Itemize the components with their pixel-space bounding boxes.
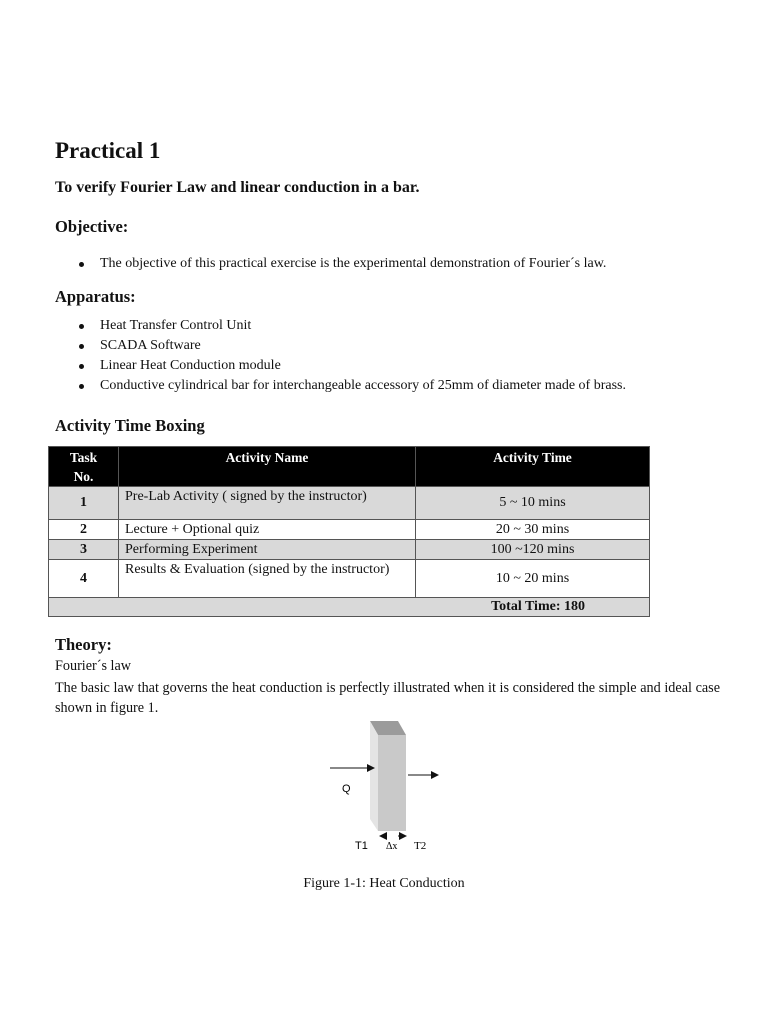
figure-caption — [0, 876, 768, 892]
table-row — [49, 487, 650, 520]
apparatus-list — [55, 316, 626, 396]
activity-time: 5 ~ 10 mins — [416, 487, 650, 520]
total-time: Total Time: 180 — [49, 598, 650, 617]
table-row — [49, 540, 650, 560]
time-boxing-heading: Activity Time Boxing — [55, 416, 205, 435]
page-title: Practical 1 — [55, 138, 161, 163]
objective-heading: Objective: — [55, 217, 129, 236]
heat-flow-label: Q — [342, 783, 351, 795]
activity-time: 100 ~120 mins — [416, 540, 650, 560]
table-header-row — [49, 447, 650, 487]
list-item: Linear Heat Conduction module — [55, 356, 626, 376]
column-header-task — [49, 447, 119, 487]
theory-paragraph: The basic law that governs the heat conduction is perfectly illustrated when it is considered the simple and ideal case shown in figure 1. — [55, 680, 720, 716]
activity-name: Results & Evaluation (signed by the instructor) — [119, 560, 416, 598]
column-header-task-line2: No. — [73, 469, 94, 484]
objective-list — [55, 254, 606, 274]
activity-name: Performing Experiment — [119, 540, 416, 560]
activity-time: 20 ~ 30 mins — [416, 520, 650, 540]
theory-heading: Theory: — [55, 635, 112, 654]
list-item: The objective of this practical exercise is the experimental demonstration of Fourier´s law. — [55, 254, 606, 274]
t1-label: T1 — [355, 840, 368, 852]
activity-time: 10 ~ 20 mins — [416, 560, 650, 598]
bar-side-face — [370, 721, 378, 831]
apparatus-heading: Apparatus: — [55, 287, 136, 306]
activity-table — [48, 446, 650, 617]
task-number: 2 — [49, 520, 119, 540]
column-header-time: Activity Time — [416, 447, 650, 487]
activity-name: Pre-Lab Activity ( signed by the instructor) — [119, 487, 416, 520]
list-item: Conductive cylindrical bar for interchangeable accessory of 25mm of diameter made of brass. — [55, 376, 626, 396]
table-row — [49, 560, 650, 598]
column-header-task-line1: Task — [69, 450, 98, 465]
list-item: SCADA Software — [55, 336, 626, 356]
dx-label: Δx — [386, 841, 398, 852]
table-row — [49, 520, 650, 540]
column-header-name: Activity Name — [119, 447, 416, 487]
heat-conduction-figure — [320, 715, 460, 857]
list-item: Heat Transfer Control Unit — [55, 316, 626, 336]
t2-label: T2 — [414, 840, 427, 852]
theory-subheading: Fourier´s law — [55, 658, 132, 674]
task-number: 3 — [49, 540, 119, 560]
bar-front-face — [378, 735, 406, 831]
figure-caption-text: Figure 1-1: Heat Conduction — [303, 876, 465, 891]
table-total-row — [49, 598, 650, 617]
practical-subtitle: To verify Fourier Law and linear conduction in a bar. — [55, 179, 420, 196]
activity-name: Lecture + Optional quiz — [119, 520, 416, 540]
task-number: 1 — [49, 487, 119, 520]
task-number: 4 — [49, 560, 119, 598]
